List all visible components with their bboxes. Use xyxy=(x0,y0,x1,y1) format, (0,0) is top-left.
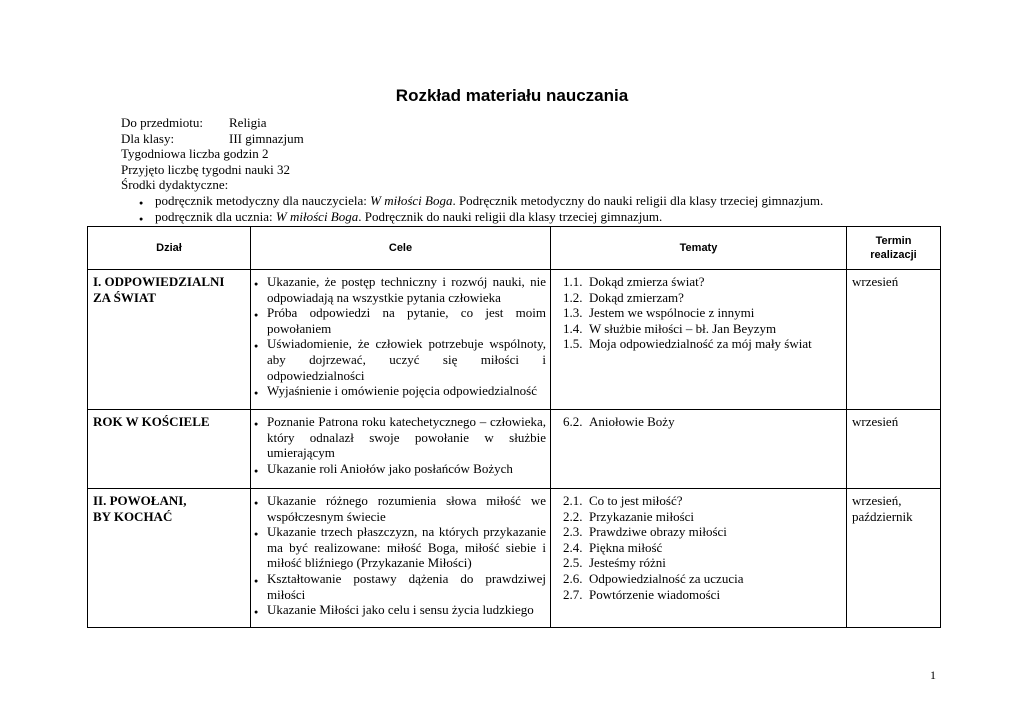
termin-line: październik xyxy=(852,508,913,524)
termin-line: wrzesień xyxy=(852,414,899,429)
topic-text: Dokąd zmierza świat? xyxy=(589,274,705,289)
topic-item xyxy=(551,587,846,603)
dzial-line: ROK W KOŚCIELE xyxy=(93,414,210,429)
cell-dzial xyxy=(88,270,251,410)
topic-text: Jestem we wspólnocie z innymi xyxy=(589,305,755,321)
topic-text: Odpowiedzialność za uczucia xyxy=(589,570,744,586)
topic-number: 1.5. xyxy=(563,336,583,352)
list-item: ● Ukazanie roli Aniołów jako posłańców Bożych xyxy=(267,461,546,477)
cell-cele xyxy=(251,489,551,628)
topic-item xyxy=(551,274,846,290)
list-item: ● Kształtowanie postawy dążenia do prawdziwej miłości xyxy=(267,571,546,602)
header-termin xyxy=(847,227,941,270)
topic-number: 1.2. xyxy=(563,289,583,305)
topic-number: 2.7. xyxy=(563,586,583,602)
document-meta xyxy=(121,115,823,224)
list-item: ● Wyjaśnienie i omówienie pojęcia odpowiedzialność xyxy=(267,383,546,399)
dzial-line: BY KOCHAĆ xyxy=(93,508,173,524)
weeks-count: Przyjęto liczbę tygodni nauki 32 xyxy=(121,161,290,177)
cell-termin xyxy=(847,489,941,628)
aid-item-student xyxy=(155,209,823,225)
topic-item xyxy=(551,493,846,509)
list-item: ● Ukazanie różnego rozumienia słowa miłość we współczesnym świecie xyxy=(267,493,546,524)
topic-number: 2.2. xyxy=(563,508,583,524)
dzial-line: I. ODPOWIEDZIALNI xyxy=(93,274,225,289)
cele-list xyxy=(251,489,550,618)
table-row xyxy=(88,410,941,489)
topic-number: 2.4. xyxy=(563,539,583,555)
aids-label: Środki dydaktyczne: xyxy=(121,177,229,193)
topic-item xyxy=(551,336,846,352)
aids-list xyxy=(121,193,823,224)
weekly-hours: Tygodniowa liczba godzin 2 xyxy=(121,146,269,162)
list-item: ● Ukazanie Miłości jako celu i sensu życia ludzkiego xyxy=(267,602,546,618)
cell-termin xyxy=(847,410,941,489)
list-item: ● Uświadomienie, że człowiek potrzebuje wspólnoty, aby dojrzewać, uczyć się miłości i odpowiedzialności xyxy=(267,336,546,383)
topic-text: Aniołowie Boży xyxy=(589,414,675,429)
class-label: Dla klasy: xyxy=(121,130,175,146)
topic-text: W służbie miłości – bł. Jan Beyzym xyxy=(589,320,777,336)
termin-line: wrzesień xyxy=(852,274,899,289)
class-value: III gimnazjum xyxy=(229,130,304,146)
subject-row xyxy=(121,115,823,131)
topic-item xyxy=(551,524,846,540)
table-row xyxy=(88,270,941,410)
topic-item xyxy=(551,555,846,571)
list-item: ● Ukazanie, że postęp techniczny i rozwój nauki, nie odpowiadają na wszystkie pytania człowieka xyxy=(267,274,546,305)
topic-text: Przykazanie miłości xyxy=(589,508,695,524)
aid-book-title: W miłości Boga xyxy=(370,192,453,208)
aid-item-teacher xyxy=(155,193,823,209)
table-row xyxy=(88,489,941,628)
header-termin-line1: Termin xyxy=(875,235,912,247)
subject-label: Do przedmiotu: xyxy=(121,115,203,130)
dzial-line: II. POWOŁANI, xyxy=(93,493,187,508)
aid-text: podręcznik metodyczny dla nauczyciela: xyxy=(155,192,371,208)
aid-text: podręcznik dla ucznia: xyxy=(155,208,276,224)
cell-tematy xyxy=(551,410,847,489)
topic-text: Moja odpowiedzialność za mój mały świat xyxy=(589,336,812,352)
topic-text: Prawdziwe obrazy miłości xyxy=(589,524,727,540)
cell-termin xyxy=(847,270,941,410)
page-title: Rozkład materiału nauczania xyxy=(395,86,629,105)
curriculum-table xyxy=(87,226,941,628)
topic-text: Co to jest miłość? xyxy=(589,493,683,508)
cell-cele xyxy=(251,270,551,410)
header-dzial: Dział xyxy=(88,227,251,270)
cell-tematy xyxy=(551,270,847,410)
topic-number: 1.3. xyxy=(563,305,583,321)
dzial-line: ZA ŚWIAT xyxy=(93,289,156,305)
cell-tematy xyxy=(551,489,847,628)
page-number: 1 xyxy=(930,668,936,682)
list-item: ● Ukazanie trzech płaszczyzn, na których przykazanie ma być realizowane: miłość Boga, miłość siebie i miłość bliźniego (Przykazanie Miłości) xyxy=(267,524,546,571)
cele-list xyxy=(251,270,550,399)
subject-value: Religia xyxy=(229,115,267,130)
header-tematy: Tematy xyxy=(551,227,847,270)
cell-dzial xyxy=(88,410,251,489)
topic-item xyxy=(551,540,846,556)
aid-text: . Podręcznik do nauki religii dla klasy trzeciej gimnazjum. xyxy=(358,208,663,224)
topic-number: 2.6. xyxy=(563,570,583,586)
cell-dzial xyxy=(88,489,251,628)
class-row xyxy=(121,131,823,147)
header-cele: Cele xyxy=(251,227,551,270)
topic-item xyxy=(551,414,846,430)
cele-list xyxy=(251,410,550,476)
topic-item xyxy=(551,305,846,321)
topic-text: Dokąd zmierzam? xyxy=(589,289,684,305)
termin-line: wrzesień, xyxy=(852,493,902,508)
topic-item xyxy=(551,290,846,306)
topic-item xyxy=(551,509,846,525)
aid-book-title: W miłości Boga xyxy=(275,208,359,224)
topic-text: Powtórzenie wiadomości xyxy=(589,586,721,602)
topic-number: 2.5. xyxy=(563,555,583,571)
topic-number: 1.4. xyxy=(563,320,583,336)
topic-text: Jesteśmy różni xyxy=(589,555,666,571)
topic-number: 6.2. xyxy=(563,414,583,429)
topic-number: 1.1. xyxy=(563,274,583,289)
topic-item xyxy=(551,571,846,587)
list-item: ● Próba odpowiedzi na pytanie, co jest moim powołaniem xyxy=(267,305,546,336)
topic-number: 2.3. xyxy=(563,524,583,540)
topic-number: 2.1. xyxy=(563,493,583,508)
topic-text: Piękna miłość xyxy=(589,539,663,555)
list-item: ● Poznanie Patrona roku katechetycznego – człowieka, który odnalazł swoje powołanie w służbie umierającym xyxy=(267,414,546,461)
table-header-row xyxy=(88,227,941,270)
topic-item xyxy=(551,321,846,337)
header-termin-line2: realizacji xyxy=(870,249,917,261)
cell-cele xyxy=(251,410,551,489)
aid-text: . Podręcznik metodyczny do nauki religii dla klasy trzeciej gimnazjum. xyxy=(452,192,824,208)
